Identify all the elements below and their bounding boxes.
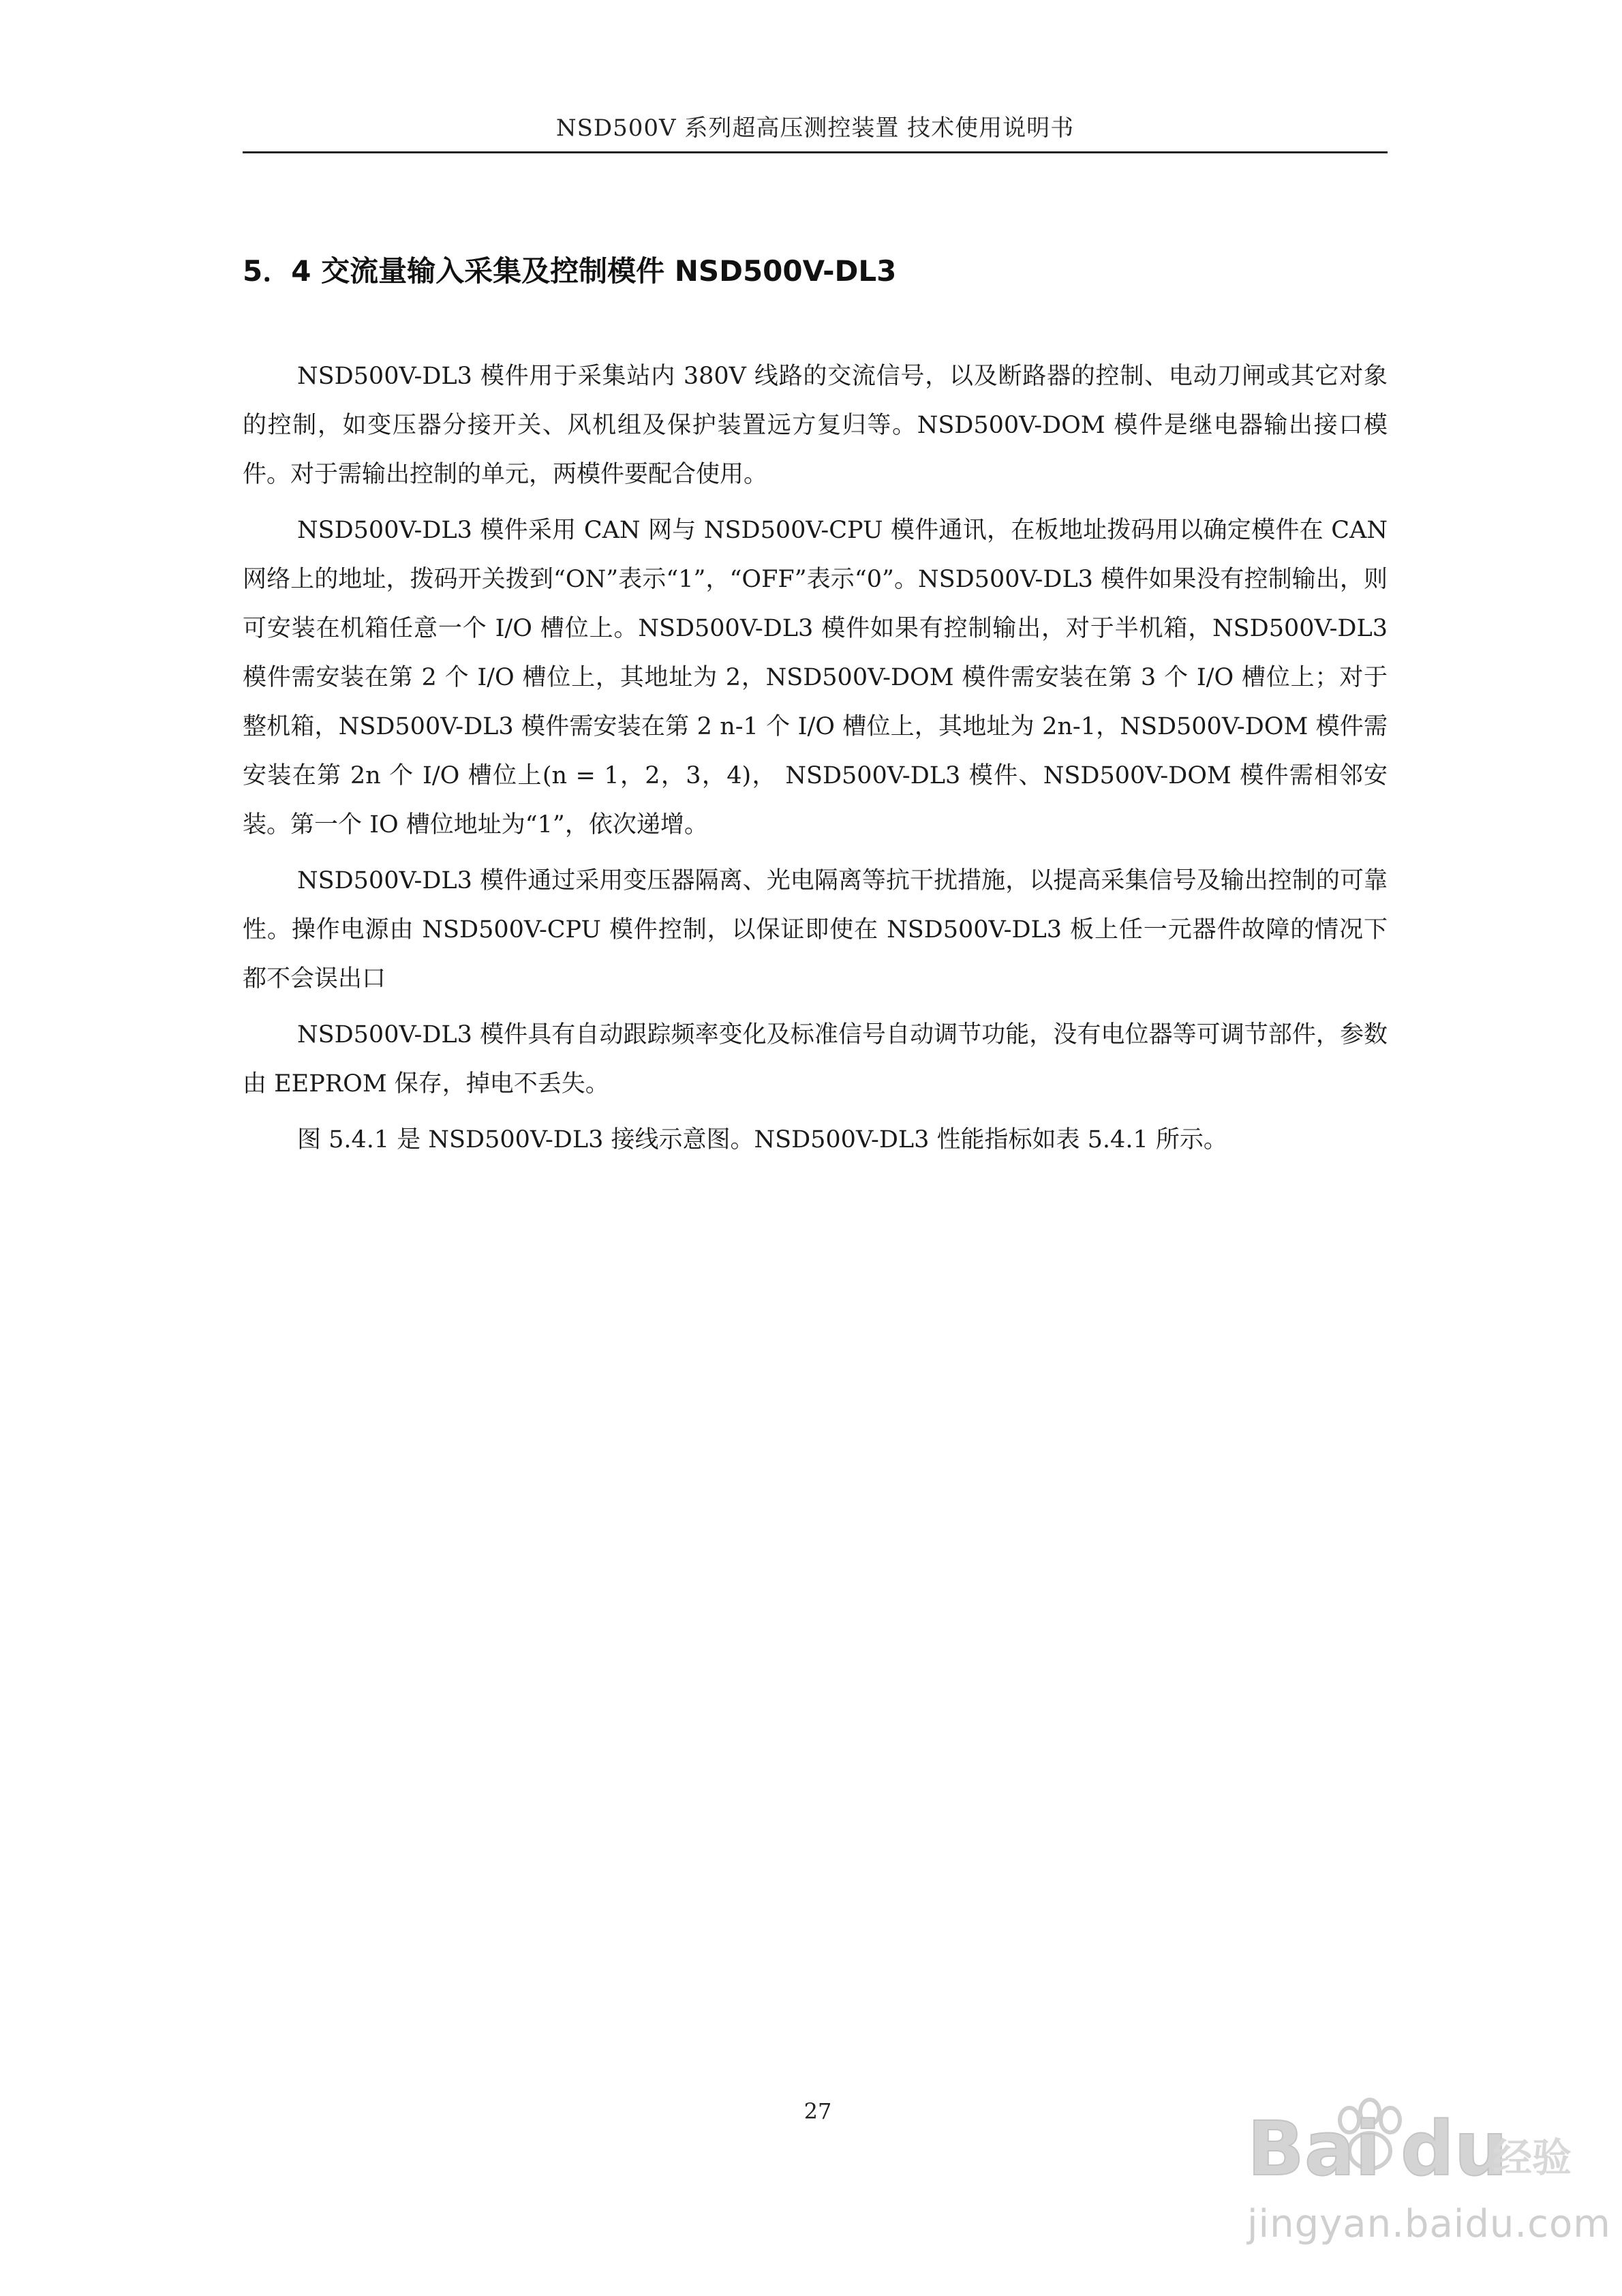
page-header-title: NSD500V 系列超高压测控装置 技术使用说明书 bbox=[555, 115, 1075, 142]
svg-text:经验: 经验 bbox=[1493, 2134, 1572, 2181]
baidu-jingyan-logo-icon bbox=[1247, 2093, 1574, 2195]
paragraph-5: 图 5.4.1 是 NSD500V-DL3 接线示意图。NSD500V-DL3 性能指标如表 5.4.1 所示。 bbox=[297, 1126, 1227, 1153]
paragraph-3: NSD500V-DL3 模件通过采用变压器隔离、光电隔离等抗干扰措施，以提高采集信号及输出控制的可靠性。操作电源由 NSD500V-CPU 模件控制，以保证即使在 NSD500V-DL3 板上任一元器件故障的情况下都不会误出口 bbox=[243, 867, 1388, 993]
paragraph-1: NSD500V-DL3 模件用于采集站内 380V 线路的交流信号，以及断路器的控制、电动刀闸或其它对象的控制，如变压器分接开关、风机组及保护装置远方复归等。NSD500V-DOM 模件是继电器输出接口模件。对于需输出控制的单元，两模件要配合使用。 bbox=[243, 363, 1388, 488]
section-heading: 5．4 交流量输入采集及控制模件 NSD500V-DL3 bbox=[243, 254, 897, 288]
paragraph-2: NSD500V-DL3 模件采用 CAN 网与 NSD500V-CPU 模件通讯，在板地址拨码用以确定模件在 CAN 网络上的地址，拨码开关拨到“ON”表示“1”，“OFF”表示“0”。NSD500V-DL3 模件如果没有控制输出，则可安装在机箱任意一个 I/O 槽位上。NSD500V-DL3 模件如果有控制输出，对于半机箱，NSD500V-DL3 模件需安装在第 2 个 I/O 槽位上，其地址为 2，NSD500V-DOM 模件需安装在第 3 个 I/O 槽位上；对于整机箱，NSD500V-DL3 模件需安装在第 2 n-1 个 I/O 槽位上，其地址为 2n-1，NSD500V-DOM 模件需安装在第 2n 个 I/O 槽位上(n = 1，2，3，4)， NSD500V-DL3 模件、NSD500V-DOM 模件需相邻安装。第一个 IO 槽位地址为“1”，依次递增。 bbox=[243, 517, 1388, 839]
baidu-watermark bbox=[1220, 2066, 1611, 2270]
body-text bbox=[243, 352, 1388, 1171]
svg-text:du: du bbox=[1401, 2105, 1508, 2192]
svg-text:Bai: Bai bbox=[1247, 2105, 1381, 2192]
header-divider bbox=[243, 151, 1388, 153]
paragraph-4: NSD500V-DL3 模件具有自动跟踪频率变化及标准信号自动调节功能，没有电位器等可调节部件，参数由 EEPROM 保存，掉电不丢失。 bbox=[243, 1021, 1388, 1098]
watermark-url: jingyan.baidu.com bbox=[1247, 2202, 1611, 2246]
page-number: 27 bbox=[804, 2098, 832, 2124]
